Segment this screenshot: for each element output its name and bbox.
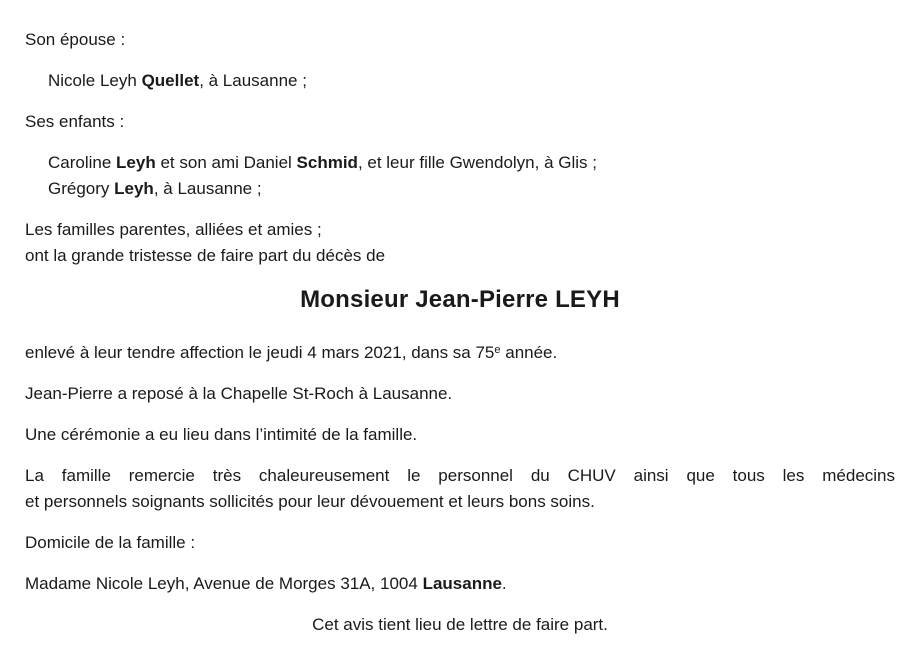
thanks-line: et personnels soignants sollicités pour leur dévouement et leurs bons soins. bbox=[25, 492, 595, 511]
deceased-name-title: Monsieur Jean-Pierre LEYH bbox=[300, 286, 620, 313]
ceremony-line: Une cérémonie a eu lieu dans l’intimité de la famille. bbox=[25, 425, 418, 444]
families-line: Les familles parentes, alliées et amies ; bbox=[25, 220, 322, 239]
families-line: ont la grande tristesse de faire part du décès de bbox=[25, 246, 386, 265]
thanks-line: La famille remercie très chaleureusement le personnel du CHUV ainsi que tous les médecins bbox=[25, 466, 895, 485]
children-entries bbox=[25, 150, 895, 202]
thanks-paragraph bbox=[25, 463, 895, 515]
child-entry: Grégory Leyh, à Lausanne ; bbox=[48, 179, 262, 198]
child-entry: Caroline Leyh et son ami Daniel Schmid, et leur fille Gwendolyn, à Glis ; bbox=[48, 153, 597, 172]
families-paragraph bbox=[25, 217, 895, 269]
domicile-label: Domicile de la famille : bbox=[25, 533, 196, 552]
spouse-entry: Nicole Leyh Quellet, à Lausanne ; bbox=[48, 71, 307, 90]
repose-line: Jean-Pierre a reposé à la Chapelle St-Roch à Lausanne. bbox=[25, 384, 453, 403]
family-address: Madame Nicole Leyh, Avenue de Morges 31A, 1004 Lausanne. bbox=[25, 574, 507, 593]
closing-line: Cet avis tient lieu de lettre de faire part. bbox=[312, 615, 608, 634]
spouse-label: Son épouse : bbox=[25, 30, 126, 49]
children-label: Ses enfants : bbox=[25, 112, 125, 131]
death-date-line: enlevé à leur tendre affection le jeudi 4 mars 2021, dans sa 75e année. bbox=[25, 343, 558, 362]
